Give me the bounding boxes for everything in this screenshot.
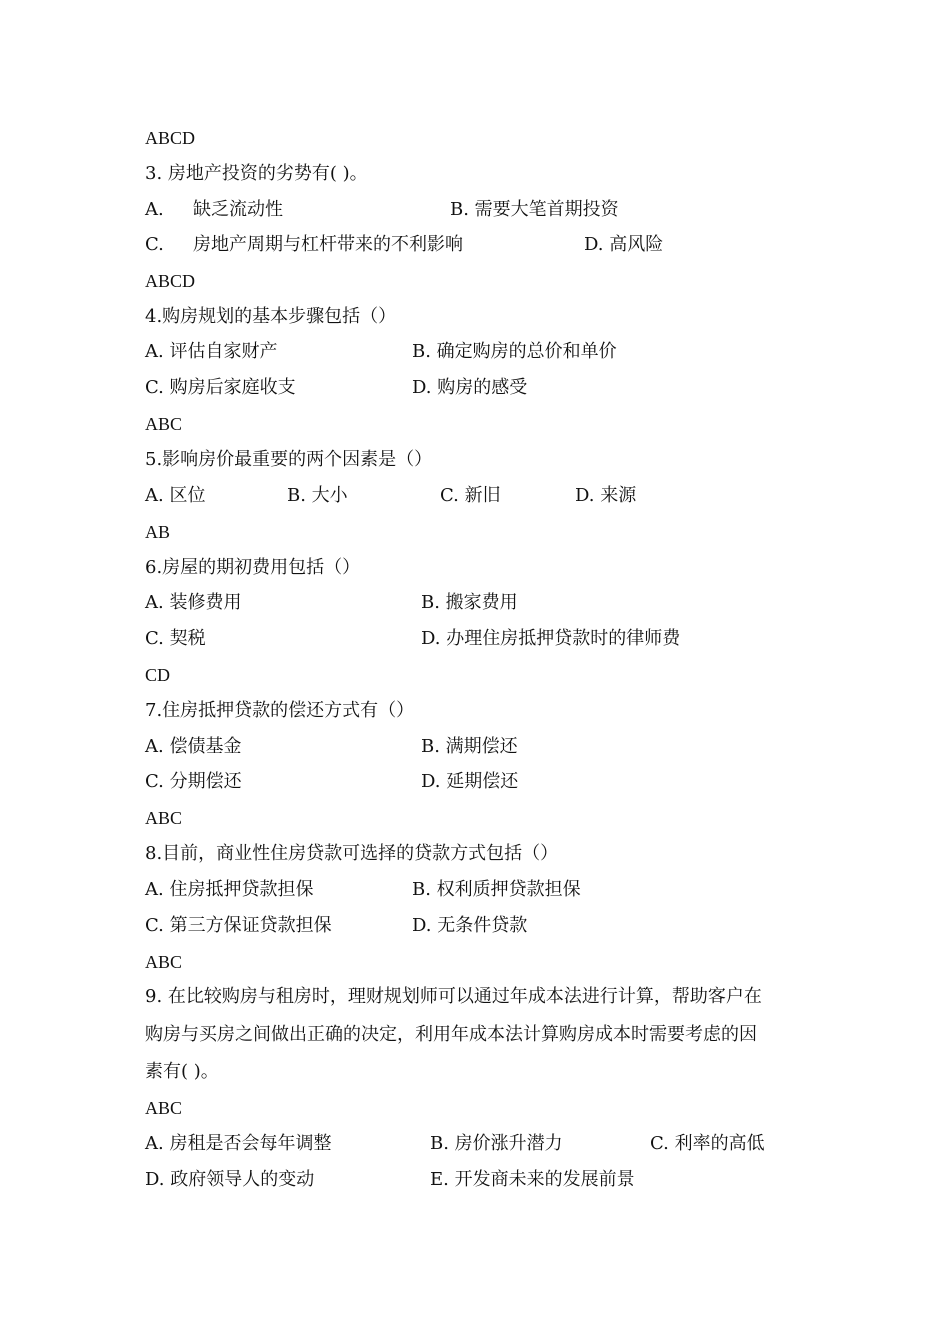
q4-option-a: A. 评估自家财产 bbox=[145, 341, 278, 362]
q3-option-a: 缺乏流动性 bbox=[193, 199, 283, 220]
q5-option-a: A. 区位 bbox=[145, 485, 206, 506]
q9-option-e: E. 开发商未来的发展前景 bbox=[430, 1169, 635, 1190]
q6-option-b: B. 搬家费用 bbox=[421, 592, 518, 613]
q3-option-a-label: A. bbox=[145, 199, 164, 220]
q5-option-b: B. 大小 bbox=[287, 485, 348, 506]
q5-option-d: D. 来源 bbox=[575, 485, 637, 506]
q9-option-d: D. 政府领导人的变动 bbox=[145, 1169, 315, 1190]
answer-q6: CD bbox=[145, 665, 171, 685]
q6-option-a: A. 装修费用 bbox=[145, 592, 242, 613]
question-5-stem: 5.影响房价最重要的两个因素是（） bbox=[145, 449, 433, 470]
q4-option-b: B. 确定购房的总价和单价 bbox=[412, 341, 617, 362]
answer-q7: ABC bbox=[145, 808, 183, 828]
q7-option-c: C. 分期偿还 bbox=[145, 771, 242, 792]
q3-option-d: D. 高风险 bbox=[584, 234, 664, 255]
q4-option-d: D. 购房的感受 bbox=[412, 377, 528, 398]
q9-option-b: B. 房价涨升潜力 bbox=[430, 1133, 563, 1154]
answer-q2: ABCD bbox=[145, 128, 196, 148]
q9-option-a: A. 房租是否会每年调整 bbox=[145, 1133, 332, 1154]
q4-option-c: C. 购房后家庭收支 bbox=[145, 377, 296, 398]
q6-option-d: D. 办理住房抵押贷款时的律师费 bbox=[421, 628, 681, 649]
answer-q4: ABC bbox=[145, 414, 183, 434]
q7-option-a: A. 偿债基金 bbox=[145, 736, 242, 757]
q7-option-d: D. 延期偿还 bbox=[421, 771, 519, 792]
question-3-stem: 3. 房地产投资的劣势有( )。 bbox=[145, 163, 368, 184]
q3-option-c: 房地产周期与杠杆带来的不利影响 bbox=[193, 234, 463, 255]
q8-option-b: B. 权利质押贷款担保 bbox=[412, 879, 581, 900]
q3-option-c-label: C. bbox=[145, 234, 164, 255]
q8-option-a: A. 住房抵押贷款担保 bbox=[145, 879, 314, 900]
question-6-stem: 6.房屋的期初费用包括（） bbox=[145, 557, 361, 578]
q8-option-c: C. 第三方保证贷款担保 bbox=[145, 915, 332, 936]
answer-q5: AB bbox=[145, 522, 171, 542]
q3-option-b: B. 需要大笔首期投资 bbox=[450, 199, 619, 220]
question-7-stem: 7.住房抵押贷款的偿还方式有（） bbox=[145, 700, 415, 721]
q5-option-c: C. 新旧 bbox=[440, 485, 501, 506]
q6-option-c: C. 契税 bbox=[145, 628, 206, 649]
question-9-stem-line2: 购房与买房之间做出正确的决定，利用年成本法计算购房成本时需要考虑的因 bbox=[145, 1024, 757, 1045]
answer-q9: ABC bbox=[145, 1098, 183, 1118]
question-4-stem: 4.购房规划的基本步骤包括（） bbox=[145, 306, 397, 327]
question-9-stem-line3: 素有( )。 bbox=[145, 1061, 219, 1082]
q7-option-b: B. 满期偿还 bbox=[421, 736, 518, 757]
q8-option-d: D. 无条件贷款 bbox=[412, 915, 528, 936]
question-8-stem: 8.目前，商业性住房贷款可选择的贷款方式包括（） bbox=[145, 843, 559, 864]
answer-q3: ABCD bbox=[145, 271, 196, 291]
question-9-stem-line1: 9. 在比较购房与租房时，理财规划师可以通过年成本法进行计算，帮助客户在 bbox=[145, 986, 762, 1007]
q9-option-c: C. 利率的高低 bbox=[650, 1133, 765, 1154]
answer-q8: ABC bbox=[145, 952, 183, 972]
